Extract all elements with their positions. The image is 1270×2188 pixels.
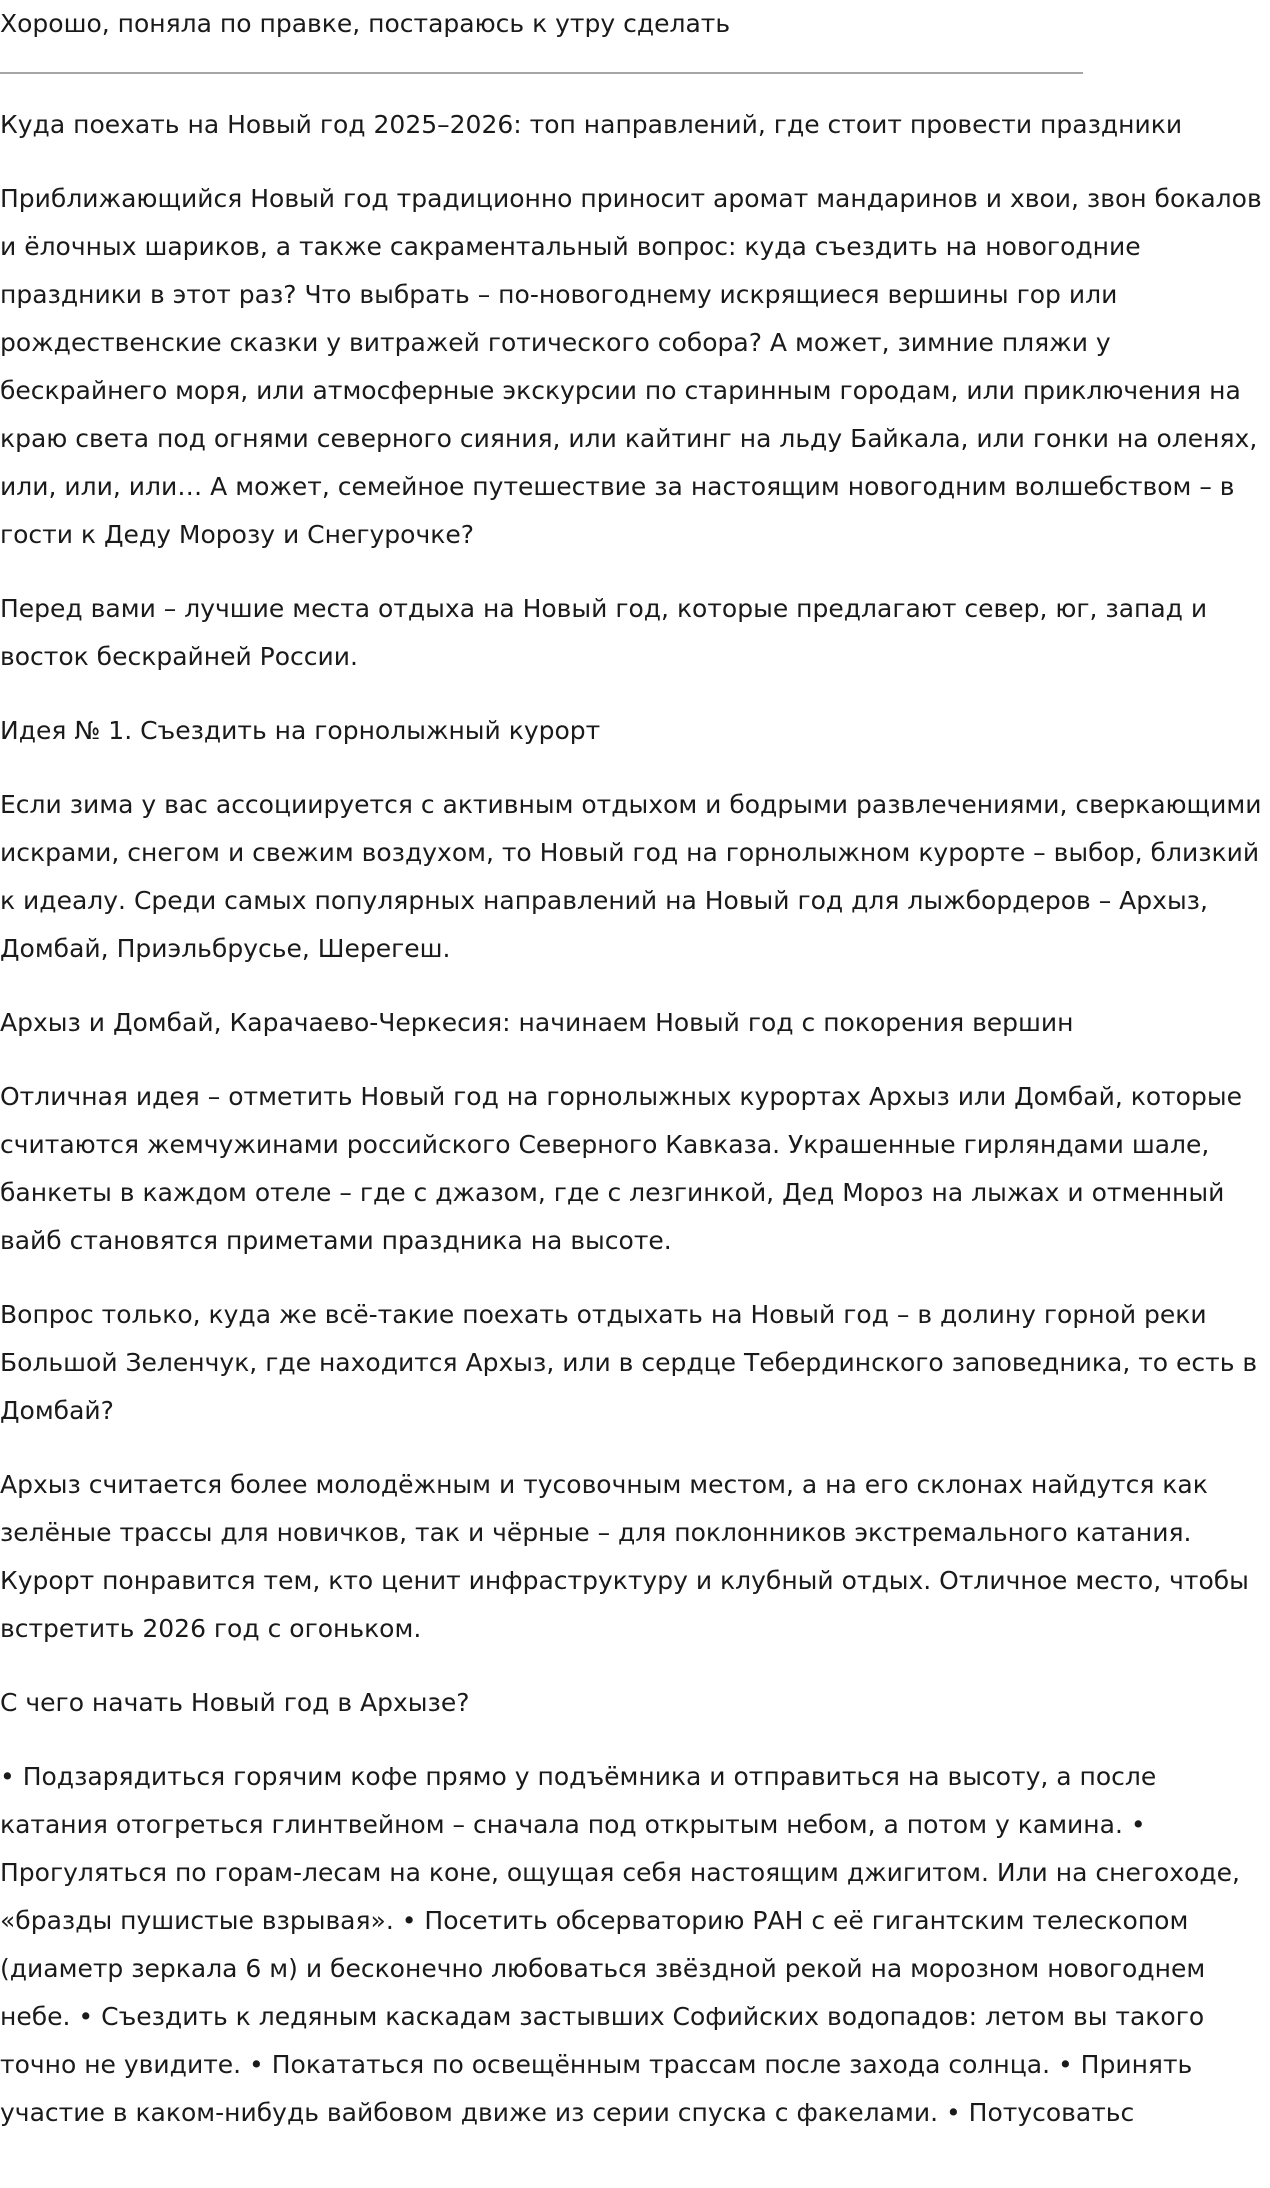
article-body bbox=[0, 101, 1270, 2137]
article-title: Куда поехать на Новый год 2025–2026: топ направлений, где стоит провести праздники bbox=[0, 110, 1183, 139]
idea-1-heading: Идея № 1. Съездить на горнолыжный курорт bbox=[0, 716, 601, 745]
reply-message: Хорошо, поняла по правке, постараюсь к утру сделать bbox=[0, 9, 731, 38]
idea-1-paragraph: Если зима у вас ассоциируется с активным отдыхом и бодрыми развлечениями, сверкающими искрами, снегом и свежим воздухом, то Новый год на горнолыжном курорте – выбор, близкий к идеалу. Среди самых популярных направлений на Новый год для лыжбордеров – Архыз, Домбай, Приэльбрусье, Шерегеш. bbox=[0, 790, 1262, 963]
intro-paragraph: Приближающийся Новый год традиционно приносит аромат мандаринов и хвои, звон бокалов и ёлочных шариков, а также сакраментальный вопрос: куда съездить на новогодние праздники в этот раз? Что выбрать – по-новогоднему искрящиеся вершины гор или рождественские сказки у витражей готического собора? А может, зимние пляжи у бескрайнего моря, или атмосферные экскурсии по старинным городам, или приключения на краю света под огнями северного сияния, или кайтинг на льду Байкала, или гонки на оленях, или, или, или… А может, семейное путешествие за настоящим новогодним волшебством – в гости к Деду Морозу и Снегурочке? bbox=[0, 184, 1262, 549]
arkhyz-dombay-heading: Архыз и Домбай, Карачаево-Черкесия: начинаем Новый год с покорения вершин bbox=[0, 1008, 1074, 1037]
arkhyz-activities-list: • Подзарядиться горячим кофе прямо у подъёмника и отправиться на высоту, а после катания отогреться глинтвейном – сначала под открытым небом, а потом у камина. • Прогуляться по горам-лесам на коне, ощущая себя настоящим джигитом. Или на снегоходе, «бразды пушистые взрывая». • Посетить обсерваторию РАН с её гигантским телескопом (диаметр зеркала 6 м) и бесконечно любоваться звёздной рекой на морозном новогоднем небе. • Съездить к ледяным каскадам застывших Софийских водопадов: летом вы такого точно не увидите. • Покататься по освещённым трассам после захода солнца. • Принять участие в каком-нибудь вайбовом движе из серии спуска с факелами. • Потусоватьс bbox=[0, 1762, 1240, 2127]
arkhyz-paragraph-2: Вопрос только, куда же всё-такие поехать отдыхать на Новый год – в долину горной реки Большой Зеленчук, где находится Архыз, или в сердце Тебердинского заповедника, то есть в Домбай? bbox=[0, 1300, 1258, 1425]
lead-paragraph: Перед вами – лучшие места отдыха на Новый год, которые предлагают север, юг, запад и восток бескрайней России. bbox=[0, 594, 1208, 671]
arkhyz-start-heading: С чего начать Новый год в Архызе? bbox=[0, 1688, 470, 1717]
arkhyz-paragraph-3: Архыз считается более молодёжным и тусовочным местом, а на его склонах найдутся как зелёные трассы для новичков, так и чёрные – для поклонников экстремального катания. Курорт понравится тем, кто ценит инфраструктуру и клубный отдых. Отличное место, чтобы встретить 2026 год с огоньком. bbox=[0, 1470, 1249, 1643]
arkhyz-paragraph-1: Отличная идея – отметить Новый год на горнолыжных курортах Архыз или Домбай, которые считаются жемчужинами российского Северного Кавказа. Украшенные гирляндами шале, банкеты в каждом отеле – где с джазом, где с лезгинкой, Дед Мороз на лыжах и отменный вайб становятся приметами праздника на высоте. bbox=[0, 1082, 1242, 1255]
horizontal-divider bbox=[0, 72, 1083, 74]
